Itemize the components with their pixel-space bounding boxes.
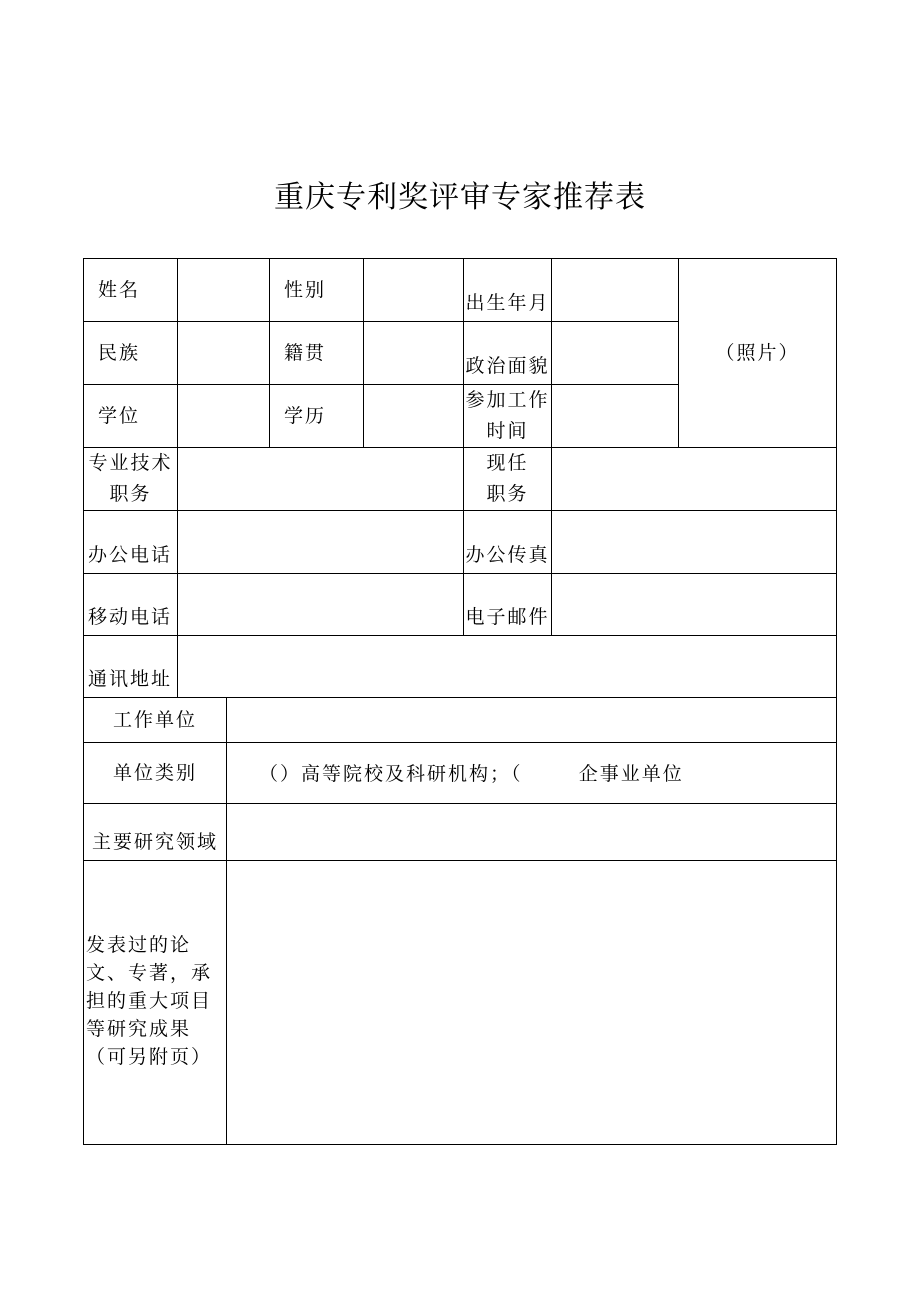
field-achievements[interactable] <box>227 861 837 1145</box>
field-gender[interactable] <box>364 259 464 322</box>
field-degree[interactable] <box>178 385 270 448</box>
field-name[interactable] <box>178 259 270 322</box>
label-political: 政治面貌 <box>464 322 552 385</box>
field-address[interactable] <box>178 636 837 698</box>
field-email[interactable] <box>552 574 837 636</box>
label-ethnicity: 民族 <box>84 322 178 385</box>
label-office-phone: 办公电话 <box>84 511 178 574</box>
label-gender: 性别 <box>270 259 364 322</box>
field-ethnicity[interactable] <box>178 322 270 385</box>
recommendation-form <box>83 258 837 1145</box>
label-unit-type: 单位类别 <box>84 743 227 804</box>
unit-type-options[interactable]: （）高等院校及科研机构；（ 企事业单位 <box>259 762 684 785</box>
field-birth[interactable] <box>552 259 679 322</box>
label-email: 电子邮件 <box>464 574 552 636</box>
field-tech-title[interactable] <box>178 448 464 511</box>
label-current-post: 现任 职务 <box>464 448 552 511</box>
label-work-start: 参加工作 时间 <box>464 385 552 448</box>
field-native-place[interactable] <box>364 322 464 385</box>
field-employer[interactable] <box>227 698 837 743</box>
label-achievements: 发表过的论 文、专著，承 担的重大项目 等研究成果 （可另附页） <box>86 934 213 1068</box>
field-office-phone[interactable] <box>178 511 464 574</box>
field-current-post[interactable] <box>552 448 837 511</box>
field-unit-type[interactable] <box>227 743 837 804</box>
photo-box[interactable]: （照片） <box>679 259 837 448</box>
field-education[interactable] <box>364 385 464 448</box>
field-office-fax[interactable] <box>552 511 837 574</box>
label-native-place: 籍贯 <box>270 322 364 385</box>
label-mobile: 移动电话 <box>84 574 178 636</box>
label-employer: 工作单位 <box>84 698 227 743</box>
label-education: 学历 <box>270 385 364 448</box>
label-address: 通讯地址 <box>84 636 178 698</box>
field-work-start[interactable] <box>552 385 679 448</box>
page-title: 重庆专利奖评审专家推荐表 <box>274 180 646 215</box>
field-mobile[interactable] <box>178 574 464 636</box>
label-birth: 出生年月 <box>464 259 552 322</box>
field-political[interactable] <box>552 322 679 385</box>
label-research-field: 主要研究领域 <box>84 804 227 861</box>
label-degree: 学位 <box>84 385 178 448</box>
field-research-field[interactable] <box>227 804 837 861</box>
label-achievements-cell <box>84 861 227 1145</box>
label-office-fax: 办公传真 <box>464 511 552 574</box>
label-name: 姓名 <box>84 259 178 322</box>
label-tech-title: 专业技术 职务 <box>84 448 178 511</box>
